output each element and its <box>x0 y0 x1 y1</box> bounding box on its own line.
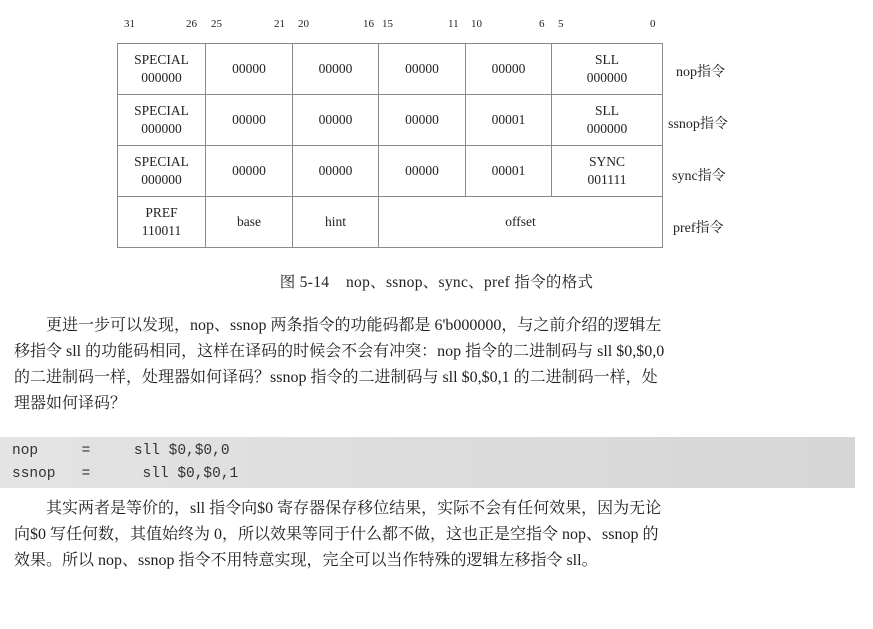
paragraph-decode-question <box>14 313 860 417</box>
text-line: 向$0 写任何数，其值始终为 0，所以效果等同于什么都不做，这也正是空指令 nop、ssnop 的 <box>14 526 659 543</box>
text-line: 更进一步可以发现，nop、ssnop 两条指令的功能码都是 6'b000000，与之前介绍的逻辑左 <box>14 317 662 334</box>
text-line: 的二进制码一样，处理器如何译码？ssnop 指令的二进制码与 sll $0,$0,1 的二进制码一样，处 <box>14 369 658 386</box>
row-label-ssnop: ssnop指令 <box>668 117 728 132</box>
sa-cell: 00001 <box>466 146 552 197</box>
sa-cell: 00001 <box>466 95 552 146</box>
table-row-nop <box>118 44 663 95</box>
bit-label: 0 <box>650 18 656 30</box>
text-line: 理器如何译码？ <box>14 395 127 412</box>
bit-label: 25 <box>211 18 222 30</box>
bit-label: 31 <box>124 18 135 30</box>
opcode-cell: SPECIAL 000000 <box>118 146 206 197</box>
table-row-pref <box>118 197 663 248</box>
text-line: 效果。所以 nop、ssnop 指令不用特意实现，完全可以当作特殊的逻辑左移指令 sll。 <box>14 552 598 569</box>
func-cell: SLL 000000 <box>552 44 663 95</box>
opcode-cell: SPECIAL 000000 <box>118 44 206 95</box>
rd-cell: 00000 <box>379 146 466 197</box>
code-line: ssnop = sll $0,$0,1 <box>12 466 239 482</box>
figure-caption: 图 5-14 nop、ssnop、sync、pref 指令的格式 <box>279 274 594 291</box>
rt-cell: 00000 <box>293 146 379 197</box>
func-cell: SLL 000000 <box>552 95 663 146</box>
rs-cell: 00000 <box>206 95 293 146</box>
paragraph-equivalence <box>14 496 860 574</box>
hint-cell: hint <box>293 197 379 248</box>
func-cell: SYNC 001111 <box>552 146 663 197</box>
bit-label: 5 <box>558 18 564 30</box>
sa-cell: 00000 <box>466 44 552 95</box>
rs-cell: 00000 <box>206 44 293 95</box>
rs-cell: 00000 <box>206 146 293 197</box>
bit-label: 26 <box>186 18 197 30</box>
base-cell: base <box>206 197 293 248</box>
table-row-ssnop <box>118 95 663 146</box>
bit-label: 11 <box>448 18 459 30</box>
table-row-sync <box>118 146 663 197</box>
text-line: 其实两者是等价的，sll 指令向$0 寄存器保存移位结果，实际不会有任何效果，因为无论 <box>14 500 662 517</box>
text-line: 移指令 sll 的功能码相同，这样在译码的时候会不会有冲突：nop 指令的二进制码与 sll $0,$0,0 <box>14 343 665 360</box>
rt-cell: 00000 <box>293 95 379 146</box>
code-line: nop = sll $0,$0,0 <box>12 443 230 459</box>
rd-cell: 00000 <box>379 44 466 95</box>
bit-label: 15 <box>382 18 393 30</box>
code-block <box>0 437 855 488</box>
opcode-cell: SPECIAL 000000 <box>118 95 206 146</box>
row-label-sync: sync指令 <box>672 169 726 184</box>
opcode-cell: PREF 110011 <box>118 197 206 248</box>
bit-label: 21 <box>274 18 285 30</box>
rd-cell: 00000 <box>379 95 466 146</box>
row-label-pref: pref指令 <box>673 221 724 236</box>
bit-label: 16 <box>363 18 374 30</box>
bit-label: 20 <box>298 18 309 30</box>
bit-position-header <box>0 18 873 34</box>
offset-cell: offset <box>379 197 663 248</box>
bit-label: 6 <box>539 18 545 30</box>
rt-cell: 00000 <box>293 44 379 95</box>
row-label-nop: nop指令 <box>676 65 725 80</box>
bit-label: 10 <box>471 18 482 30</box>
instruction-format-table <box>117 43 663 248</box>
